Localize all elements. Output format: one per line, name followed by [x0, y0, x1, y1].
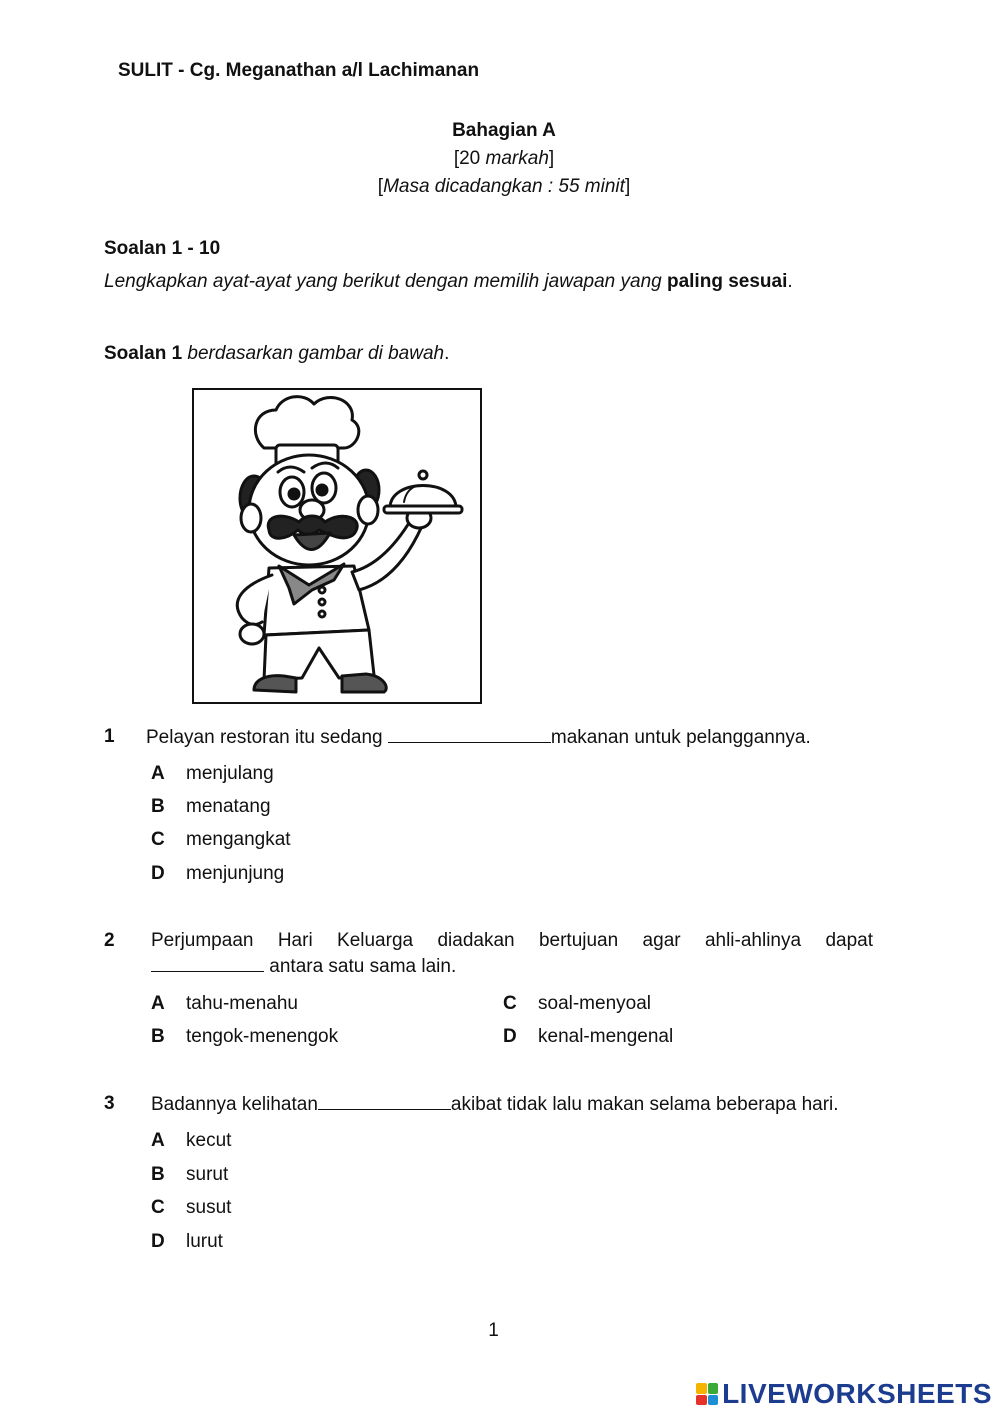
- question-2-line-2: antara satu sama lain.: [151, 955, 456, 978]
- question-2-number: 2: [104, 930, 115, 951]
- option-3-b[interactable]: B surut: [151, 1164, 229, 1185]
- question-1-text: Pelayan restoran itu sedang makanan untuk pelanggannya.: [146, 727, 811, 748]
- option-1-c[interactable]: C mengangkat: [151, 829, 291, 850]
- question-2-line-1: Perjumpaan Hari Keluarga diadakan bertujuan agar ahli-ahlinya dapat: [151, 930, 873, 951]
- option-1-d[interactable]: D menjunjung: [151, 863, 285, 884]
- question-3-text: Badannya kelihatan akibat tidak lalu makan selama beberapa hari.: [151, 1094, 839, 1115]
- option-3-c[interactable]: C susut: [151, 1197, 232, 1218]
- section-time: [Masa dicadangkan : 55 minit]: [377, 176, 631, 197]
- question-3-number: 3: [104, 1093, 115, 1114]
- option-1-a[interactable]: A menjulang: [151, 763, 274, 784]
- option-2-c[interactable]: C soal-menyoal: [503, 993, 651, 1014]
- page-number: 1: [488, 1320, 499, 1341]
- answer-blank[interactable]: [151, 955, 264, 972]
- answer-blank[interactable]: [318, 1093, 451, 1110]
- instruction: Lengkapkan ayat-ayat yang berikut dengan memilih jawapan yang paling sesuai.: [104, 271, 793, 292]
- chef-illustration: [192, 388, 482, 704]
- liveworksheets-logo-icon: [696, 1383, 718, 1405]
- option-2-a[interactable]: A tahu-menahu: [151, 993, 298, 1014]
- option-3-a[interactable]: A kecut: [151, 1130, 232, 1151]
- questions-range: Soalan 1 - 10: [104, 238, 221, 259]
- chef-drawing: [194, 390, 480, 702]
- option-1-b[interactable]: B menatang: [151, 796, 271, 817]
- brand-text: LIVEWORKSHEETS: [722, 1378, 992, 1409]
- section-marks: [20 markah]: [453, 148, 555, 169]
- question-1-number-bold: 1: [104, 726, 115, 747]
- question-1-intro: Soalan 1 berdasarkan gambar di bawah.: [104, 343, 450, 364]
- option-2-b[interactable]: B tengok-menengok: [151, 1026, 339, 1047]
- answer-blank[interactable]: [388, 726, 551, 743]
- header-note: SULIT - Cg. Meganathan a/l Lachimanan: [118, 60, 480, 81]
- liveworksheets-brand[interactable]: [696, 1378, 992, 1410]
- option-3-d[interactable]: D lurut: [151, 1231, 223, 1252]
- option-2-d[interactable]: D kenal-mengenal: [503, 1026, 674, 1047]
- section-title: Bahagian A: [452, 120, 556, 141]
